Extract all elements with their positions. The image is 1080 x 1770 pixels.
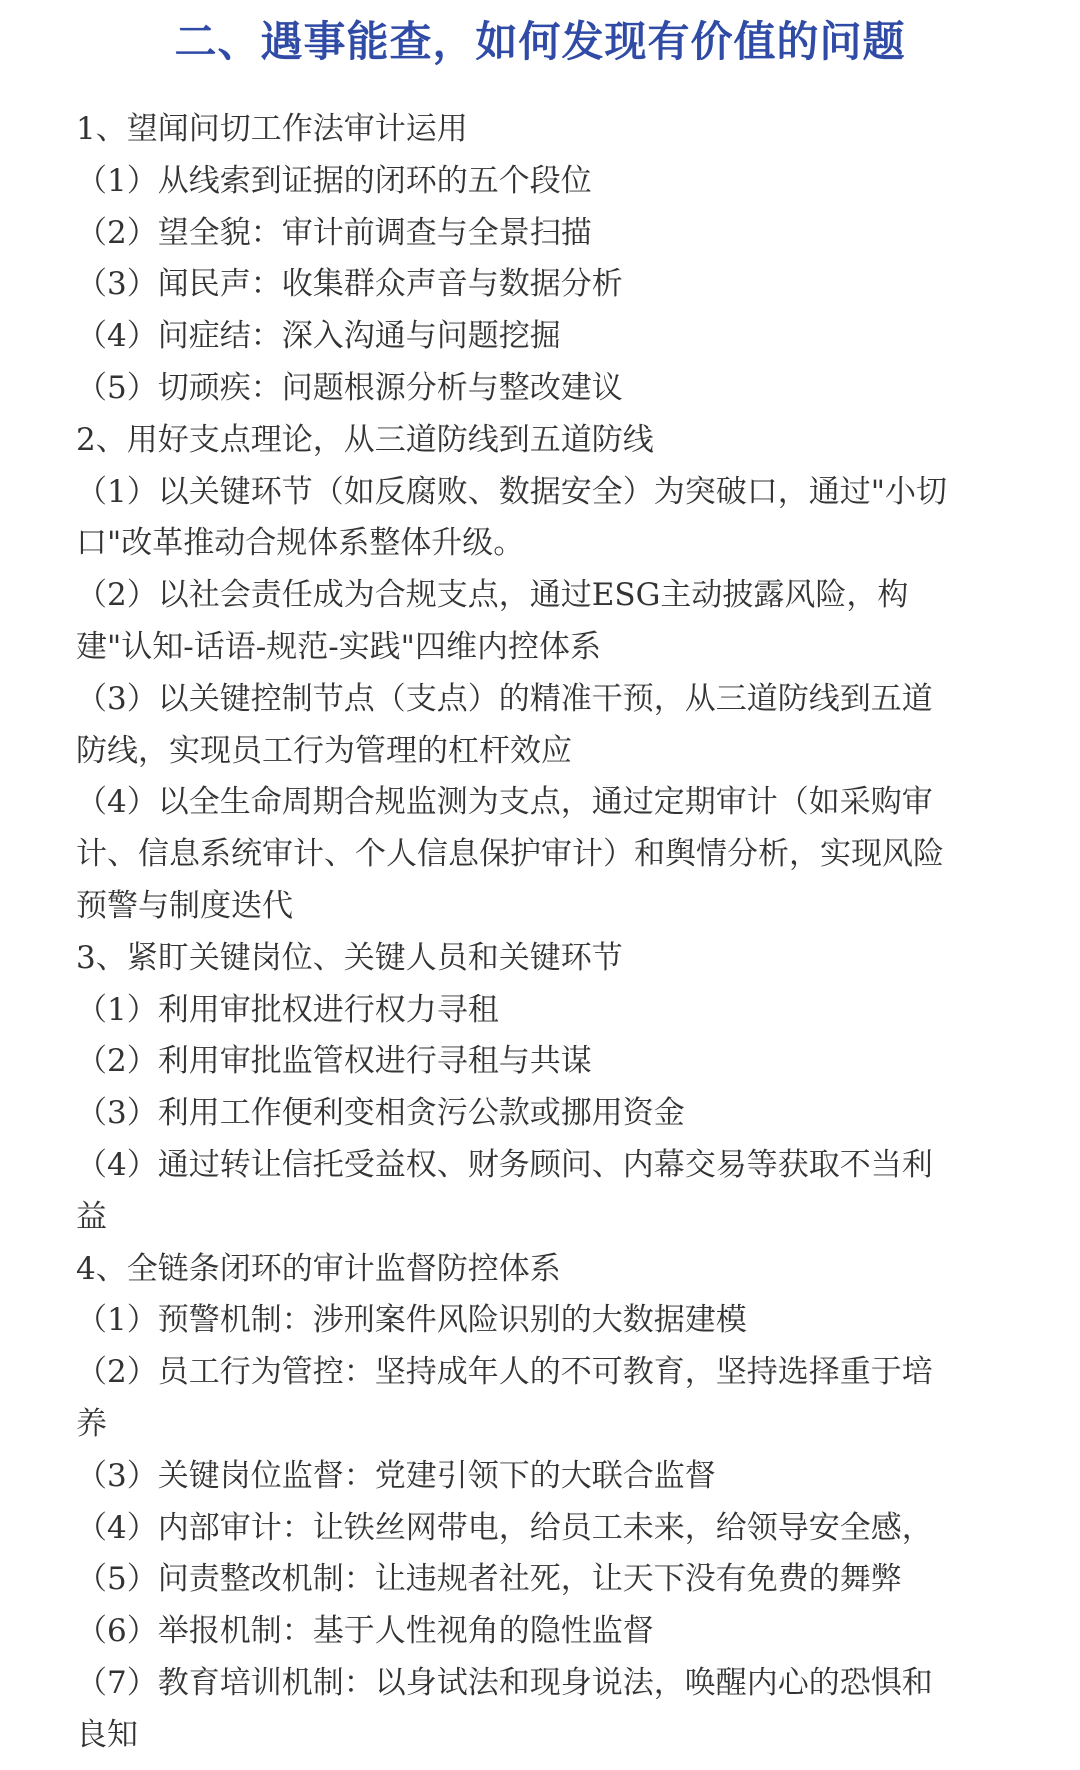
- list-item: （7）教育培训机制：以身试法和现身说法，唤醒内心的恐惧和: [76, 1664, 933, 1701]
- list-item: （3）关键岗位监督：党建引领下的大联合监督: [76, 1457, 716, 1494]
- section-heading: 2、用好支点理论，从三道防线到五道防线: [76, 421, 654, 458]
- page-title: 二、遇事能查，如何发现有价值的问题: [174, 17, 906, 66]
- list-item: （2）利用审批监管权进行寻租与共谋: [76, 1043, 592, 1080]
- list-item: （5）切顽疾：问题根源分析与整改建议: [76, 369, 623, 406]
- list-item: （2）望全貌：审计前调查与全景扫描: [76, 214, 592, 251]
- section-heading: 1、望闻问切工作法审计运用: [76, 111, 468, 147]
- document-body: [76, 104, 1004, 1762]
- list-item-continuation: 建"认知-话语-规范-实践"四维内控体系: [76, 628, 601, 665]
- list-item: （1）以关键环节（如反腐败、数据安全）为突破口，通过"小切: [76, 473, 947, 510]
- list-item-continuation: 口"改革推动合规体系整体升级。: [76, 525, 525, 562]
- list-item: （3）闻民声：收集群众声音与数据分析: [76, 266, 623, 303]
- list-item: （4）内部审计：让铁丝网带电，给员工未来，给领导安全感，: [76, 1509, 933, 1546]
- list-item: （1）预警机制：涉刑案件风险识别的大数据建模: [76, 1302, 747, 1339]
- list-item: （4）通过转让信托受益权、财务顾问、内幕交易等获取不当利: [76, 1146, 933, 1183]
- list-item-continuation: 益: [76, 1198, 107, 1235]
- list-item: （4）以全生命周期合规监测为支点，通过定期审计（如采购审: [76, 784, 933, 821]
- list-item-continuation: 良知: [76, 1716, 138, 1753]
- section-heading: 4、全链条闭环的审计监督防控体系: [76, 1250, 561, 1287]
- list-item: （4）问症结：深入沟通与问题挖掘: [76, 318, 561, 355]
- list-item: （2）员工行为管控：坚持成年人的不可教育，坚持选择重于培: [76, 1354, 933, 1391]
- list-item-continuation: 养: [76, 1405, 107, 1442]
- list-item-continuation: 预警与制度迭代: [76, 887, 293, 924]
- list-item: （2）以社会责任成为合规支点，通过ESG主动披露风险，构: [76, 577, 909, 614]
- list-item-continuation: 防线，实现员工行为管理的杠杆效应: [76, 732, 572, 769]
- list-item: （1）从线索到证据的闭环的五个段位: [76, 162, 592, 199]
- list-item: （1）利用审批权进行权力寻租: [76, 991, 499, 1028]
- section-heading: 3、紧盯关键岗位、关键人员和关键环节: [76, 939, 623, 976]
- list-item: （3）利用工作便利变相贪污公款或挪用资金: [76, 1095, 685, 1132]
- list-item: （5）问责整改机制：让违规者社死，让天下没有免费的舞弊: [76, 1561, 902, 1598]
- list-item: （3）以关键控制节点（支点）的精准干预，从三道防线到五道: [76, 680, 933, 717]
- list-item: （6）举报机制：基于人性视角的隐性监督: [76, 1613, 654, 1650]
- list-item-continuation: 计、信息系统审计、个人信息保护审计）和舆情分析，实现风险: [76, 836, 944, 873]
